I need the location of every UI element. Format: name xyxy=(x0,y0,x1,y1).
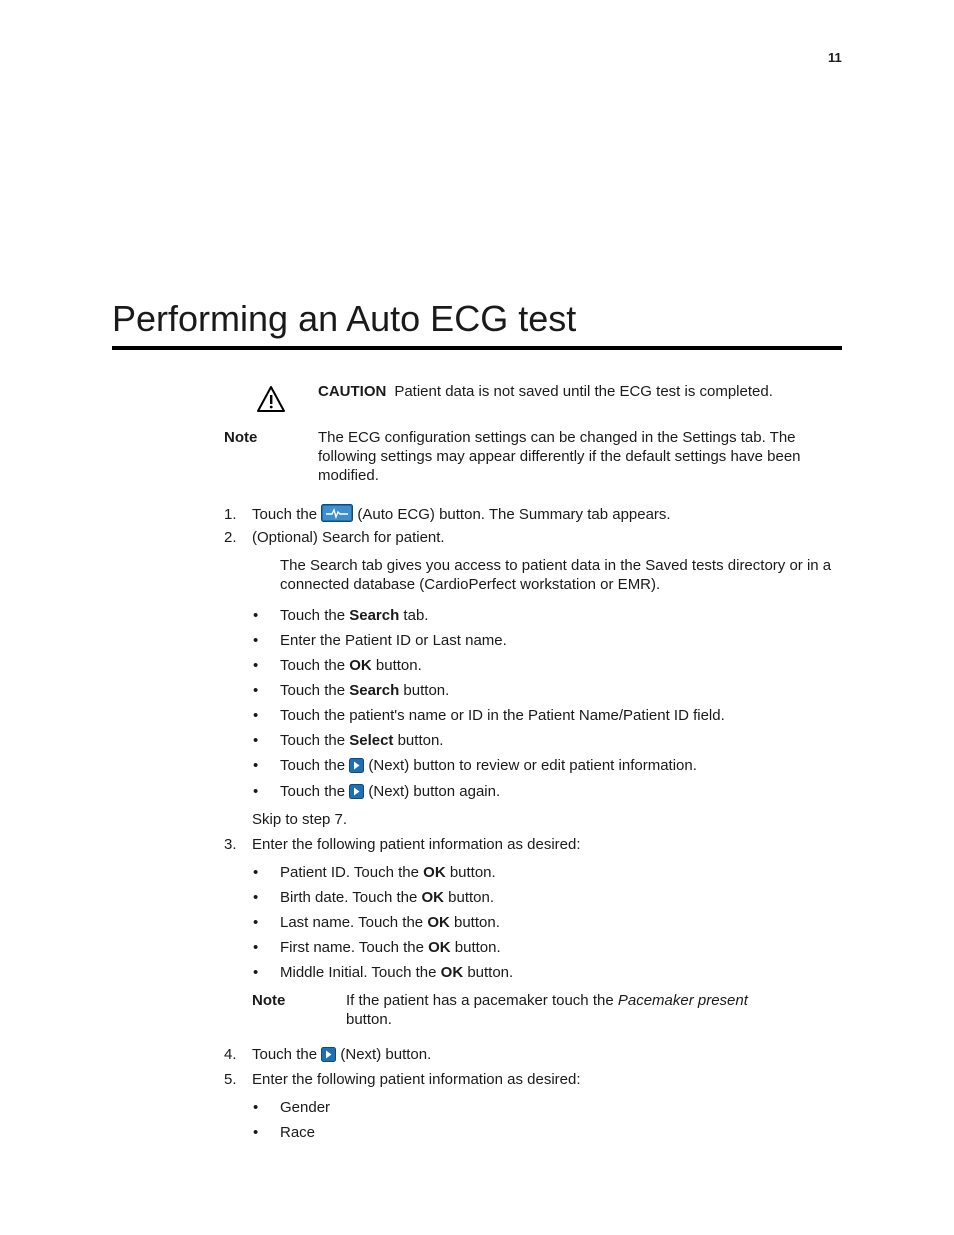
item-text-after: button. xyxy=(450,939,501,956)
next-arrow-icon[interactable] xyxy=(349,758,364,773)
step-text-after: (Next) button. xyxy=(340,1046,432,1063)
bullet: • xyxy=(253,1099,259,1116)
note-text: The ECG configuration settings can be changed in the Settings tab. The following settings may appear differently if the default settings have been modified. xyxy=(318,429,801,484)
page-number: 11 xyxy=(828,50,842,65)
item-text-after: button. xyxy=(445,864,496,881)
item-text: Patient ID. Touch the xyxy=(280,864,424,881)
bullet: • xyxy=(253,914,259,931)
item-bold: OK xyxy=(427,914,450,931)
item-text: Touch the patient's name or ID in the Patient Name/Patient ID field. xyxy=(280,707,725,724)
step-text: Enter the following patient information as desired: xyxy=(252,836,581,853)
item-text: Birth date. Touch the xyxy=(280,889,422,906)
step-number: 2. xyxy=(224,529,237,546)
bullet: • xyxy=(253,707,259,724)
item-text: Enter the Patient ID or Last name. xyxy=(280,632,507,649)
caution-text: Patient data is not saved until the ECG test is completed. xyxy=(394,383,773,400)
step-text: Touch the xyxy=(252,1046,318,1063)
next-arrow-icon[interactable] xyxy=(349,784,364,799)
item-text: Touch the xyxy=(280,657,350,674)
step-3 xyxy=(224,836,581,853)
item-text-after: button. xyxy=(463,964,514,981)
step-number: 5. xyxy=(224,1071,237,1088)
step-5 xyxy=(224,1071,581,1088)
auto-ecg-icon[interactable] xyxy=(321,504,353,522)
title-rule xyxy=(112,346,842,350)
item-bold: Search xyxy=(349,607,400,624)
item-text: Touch the xyxy=(280,757,346,774)
step-4 xyxy=(224,1046,431,1063)
step-number: 1. xyxy=(224,506,237,523)
item-text-after: button. xyxy=(371,657,422,674)
step-text: Touch the xyxy=(252,506,318,523)
item-text: Middle Initial. Touch the xyxy=(280,964,441,981)
bullet: • xyxy=(253,607,259,624)
item-text: Touch the xyxy=(280,732,350,749)
step-text: (Optional) Search for patient. xyxy=(252,529,445,546)
next-arrow-icon[interactable] xyxy=(321,1047,336,1062)
step-number: 3. xyxy=(224,836,237,853)
warning-triangle-icon xyxy=(256,385,286,413)
item-bold: OK xyxy=(421,889,444,906)
item-text: Race xyxy=(280,1124,316,1141)
note-text xyxy=(346,991,776,1029)
item-text-after: tab. xyxy=(399,607,429,624)
item-text: Touch the xyxy=(280,783,346,800)
bullet: • xyxy=(253,889,259,906)
item-bold: OK xyxy=(423,864,446,881)
item-bold: Search xyxy=(349,682,400,699)
bullet: • xyxy=(253,864,259,881)
bullet: • xyxy=(253,964,259,981)
item-bold: Select xyxy=(349,732,394,749)
item-text: Gender xyxy=(280,1099,331,1116)
bullet: • xyxy=(253,757,259,774)
item-text: Last name. Touch the xyxy=(280,914,428,931)
item-bold: OK xyxy=(428,939,451,956)
bullet: • xyxy=(253,939,259,956)
item-text-after: button. xyxy=(449,914,500,931)
bullet: • xyxy=(253,732,259,749)
note-italic: Pacemaker present xyxy=(617,992,748,1009)
item-text-after: (Next) button again. xyxy=(368,783,501,800)
note-label: Note xyxy=(252,992,286,1009)
note-text-post: button. xyxy=(346,1011,392,1028)
item-text: First name. Touch the xyxy=(280,939,429,956)
bullet: • xyxy=(253,783,259,800)
note-text-pre: If the patient has a pacemaker touch the xyxy=(346,992,618,1009)
item-text: Touch the xyxy=(280,607,350,624)
bullet: • xyxy=(253,682,259,699)
step-text: Enter the following patient information as desired: xyxy=(252,1071,581,1088)
bullet: • xyxy=(253,657,259,674)
step-text-after: (Auto ECG) button. The Summary tab appears. xyxy=(357,506,671,523)
item-bold: OK xyxy=(349,657,372,674)
item-text: Touch the xyxy=(280,682,350,699)
item-text-after: button. xyxy=(393,732,444,749)
caution-label: CAUTION xyxy=(318,383,387,400)
item-text-after: button. xyxy=(399,682,450,699)
page-title: Performing an Auto ECG test xyxy=(112,298,577,339)
item-bold: OK xyxy=(440,964,464,981)
step-1 xyxy=(224,504,671,523)
item-text-after: (Next) button to review or edit patient information. xyxy=(368,757,697,774)
bullet: • xyxy=(253,1124,259,1141)
search-description: The Search tab gives you access to patient data in the Saved tests directory or in a connected database (CardioPerfect workstation or EMR). xyxy=(280,557,832,593)
skip-text: Skip to step 7. xyxy=(252,811,348,828)
step-2 xyxy=(224,529,445,546)
caution-block xyxy=(318,383,773,400)
bullet: • xyxy=(253,632,259,649)
note-label: Note xyxy=(224,429,258,446)
item-text-after: button. xyxy=(443,889,495,906)
step-number: 4. xyxy=(224,1046,237,1063)
